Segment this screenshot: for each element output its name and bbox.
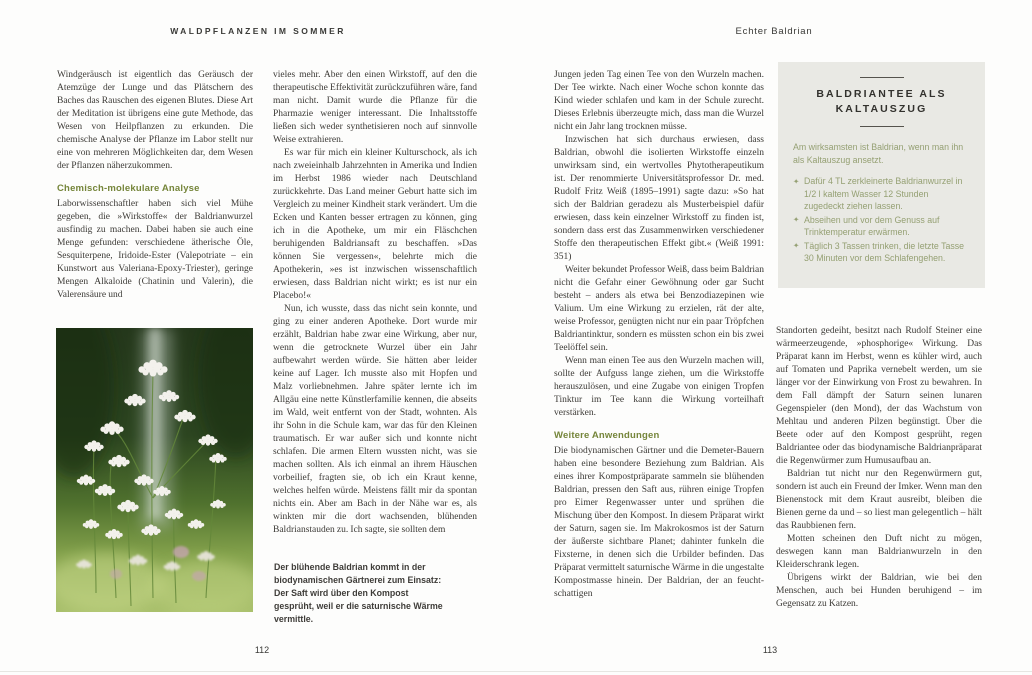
- infobox-baldriantee: [778, 62, 985, 288]
- infobox-bullet-list: [793, 175, 970, 265]
- paragraph: Die biodynamischen Gärtner und die Demeter-Bauern haben eine besondere Beziehung zum Baldrian. Als eines ihrer Kompostpräparate sammeln sie blühenden Baldrian, pressen den Saft aus, rühren einige Tropfen pro Eimer Regenwasser unter und sprühen die Mischung über den Kompost. In diesem Präparat wirkt der Saturn, sagen sie. Im Makrokosmos ist der Saturn der äußerste sichtbare Planet; dahinter funkeln die Fixsterne, in denen sich die Urbilder befinden. Das Präparat vermittelt saturnische Wärme in die ungestalte Kompostmasse hinein. Der Baldrian, der an feucht-schattigen: [554, 446, 764, 599]
- divider-top: [860, 77, 904, 78]
- text-column-left-1: [57, 69, 253, 302]
- page-number-left: 112: [254, 645, 270, 655]
- infobox-bullet-text: Abseihen und vor dem Genuss auf Trinktemperatur erwärmen.: [804, 214, 940, 237]
- infobox-bullet-text: Täglich 3 Tassen trinken, die letzte Tasse 30 Minuten vor dem Schlafengehen.: [804, 240, 965, 263]
- valerian-photo-illustration: [56, 328, 253, 612]
- page-number-right: 113: [762, 645, 778, 655]
- paragraph: Nun, ich wusste, dass das nicht sein konnte, und ging zu einer anderen Apotheke. Dort wurde mir erzählt, Baldrian habe zwar eine Wirkung, aber nur, wenn die getrocknete Wurzel über ein Jahr aufbewahrt werden würde. Sie hätten aber leider keine auf Lager. Ich musste also mit Hopfen und Malz vorliebnehmen. Jahre später lernte ich im Allgäu eine nette Künstlerfamilie kennen, die abseits im Wald, weit entfernt von der Stadt, wohnten. Als ihr Sohn in die Schule kam, war das für den Kleinen traumatisch. Er war außer sich und konnte nicht schlafen. Die armen Eltern wussten nicht, was sie machen sollten. Als ich einmal an ihrem Häuschen vorbeilief, fragten sie, ob ich ein Kraut kenne, welches helfen würde. Meistens fällt mir da spontan nichts ein. Aber am Bach in der Nähe war es, als winkten mir die dort wachsenden, blühenden Baldrianstauden zu. Ich sagte, sie sollten dem: [273, 304, 477, 535]
- diamond-bullet-icon: ✦: [793, 215, 800, 224]
- paragraph: vieles mehr. Aber den einen Wirkstoff, auf den die therapeutische Effektivität zurückzuführen wäre, fand man nicht. Damit wurde die Pflanze für die Pharmazie weniger interessant. Die Inhaltsstoffe ließen sich weder synthetisieren noch auf sinnvolle Weise extrahieren.: [273, 70, 477, 145]
- text-column-right-1: [554, 69, 764, 601]
- valerian-photo: [56, 328, 253, 612]
- paragraph: Weiter bekundet Professor Weiß, dass beim Baldrian nicht die Gefahr einer Gewöhnung oder gar Sucht besteht – anders als etwa bei Benzodiazepinen wie Valium. Um eine Wirkung zu erzielen, rät der alte, weise Professor, genügten nicht nur ein paar Tröpfchen Baldriantinktur, sondern es müssten schon ein bis zwei Teelöffel sein.: [554, 265, 764, 353]
- paragraph: Baldrian tut nicht nur den Regenwürmern gut, sondern ist auch ein Freund der Imker. Wenn man den Bienenstock mit dem Kraut ausreibt, bleiben die Bienen gerne da und – so liest man gelegentlich – hält das Raubbienen fern.: [776, 469, 982, 531]
- paragraph: Es war für mich ein kleiner Kulturschock, als ich nach zweieinhalb Jahrzehnten in Amerika und Indien im Herbst 1986 wieder nach Deutschland zurückkehrte. Das Land meiner Geburt hatte sich im Vergleich zu meiner Kindheit stark verändert. Um die Ecken und Kanten besser ertragen zu können, ging ich in die Apotheke, um mir ein Fläschchen beruhigenden Baldriansaft zu beschaffen. »Das können Sie vergessen«, belehrte mich die Apothekerin, »es ist inzwischen wissenschaftlich erwiesen, dass Baldrian nicht wirkt; es ist nur ein Placebo!«: [273, 148, 477, 301]
- paragraph: Laborwissenschaftler haben sich viel Mühe gegeben, die »Wirkstoffe« der Baldrianwurzel ausfindig zu machen. Dabei haben sie auch eine Menge gefunden: verschiedene ätherische Öle, Sesquiterpene, Iridoide-Ester (Valepotriate – ein Kunstwort aus Valeriana-Epoxy-Triester), geringe Mengen Alkaloide (Chatinin und Valerin), die Valerensäure und: [57, 199, 253, 300]
- infobox-bullet-text: Dafür 4 TL zerkleinerte Baldrianwurzel in 1/2 l kaltem Wasser 12 Stunden zugedeckt ziehen lassen.: [804, 176, 963, 211]
- text-column-right-2: [776, 325, 982, 611]
- section-heading: Weitere Anwendungen: [554, 430, 660, 441]
- paragraph: Windgeräusch ist eigentlich das Geräusch der Atemzüge der Lunge und das Plätschern des Baches das Rauschen des eigenen Blutes. Diese Art der Meditation ist übrigens eine gute Methode, das Wesen von Heilpflanzen zu erkunden. Die chemische Analyse der Pflanze im Labor stellt nur eine von mehreren Möglichkeiten dar, dem Wesen der Pflanzen näherzukommen.: [57, 70, 253, 171]
- diamond-bullet-icon: ✦: [793, 176, 800, 186]
- paragraph: Jungen jeden Tag einen Tee von den Wurzeln machen. Der Tee wirkte. Nach einer Woche schon konnte das Kind wieder schlafen und kam in der Schule zurecht. Dieses Erlebnis überzeugte mich, dass man die Wurzel nicht ein Jahr lang trocknen müsse.: [554, 70, 764, 132]
- infobox-bullet: [793, 175, 970, 213]
- running-header-right: Echter Baldrian: [735, 26, 813, 37]
- divider-bottom: [860, 126, 904, 127]
- infobox-bullet: [793, 214, 970, 239]
- diamond-bullet-icon: ✦: [793, 241, 800, 250]
- text-column-left-2: [273, 69, 477, 537]
- infobox-intro: Am wirksamsten ist Baldrian, wenn man ihn als Kaltauszug ansetzt.: [793, 142, 964, 165]
- infobox-title: BALDRIANTEE ALS KALTAUSZUG: [816, 88, 947, 115]
- photo-caption: Der blühende Baldrian kommt in der biodynamischen Gärtnerei zum Einsatz: Der Saft wird über den Kompost gesprüht, weil er die saturnische Wärme vermittle.: [274, 562, 443, 624]
- section-heading: Chemisch-molekulare Analyse: [57, 183, 200, 194]
- running-header-left: WALDPFLANZEN IM SOMMER: [170, 26, 346, 36]
- infobox-bullet: [793, 240, 970, 265]
- paragraph: Standorten gedeiht, besitzt nach Rudolf Steiner eine wärmeerzeugende, »phosphorige« Wirkung. Das Präparat kann im Herbst, wenn es kühler wird, auch auf Tomaten und Paprika vernebelt werden, um sie länger vor der Einwirkung von Frost zu bewahren. In dem Fall dämpft der Saturn seinen lunaren Gegenspieler (den Mond), der das Wachstum von Mehltau und anderen Pilzen begünstigt. Über die Beete oder auf den Kompost gesprüht, regen Baldriantee oder das biodynamische Baldrianpräparat die Regenwürmer zum Humusaufbau an.: [776, 326, 982, 466]
- paragraph: Wenn man einen Tee aus den Wurzeln machen will, sollte der Aufguss lange ziehen, um die Wirkstoffe herauszulösen, und eine Zugabe von einigen Tropfen Tinktur im Tee kann die Wirkung vorteilhaft verstärken.: [554, 356, 764, 418]
- paragraph: Übrigens wirkt der Baldrian, wie bei den Menschen, auch bei Hunden beruhigend – im Gegensatz zu Katzen.: [776, 573, 982, 609]
- paragraph: Motten scheinen den Duft nicht zu mögen, deswegen kann man Baldrianwurzeln in den Kleiderschrank legen.: [776, 534, 982, 570]
- paragraph: Inzwischen hat sich durchaus erwiesen, dass Baldrian, obwohl die isolierten Wirkstoffe einzeln unwirksam sind, ein wertvolles Phytotherapeutikum ist. Der renommierte Universitätsprofessor Dr. med. Rudolf Fritz Weiß (1895–1991) sagte dazu: »So hat sich der Baldrian geradezu als Musterbeispiel dafür erwiesen, dass kein einzelner Wirkstoff zu finden ist, sondern dass erst das Zusammenwirken verschiedener Stoffe den therapeutischen Effekt gibt.« (Weiß 1991: 351): [554, 135, 764, 262]
